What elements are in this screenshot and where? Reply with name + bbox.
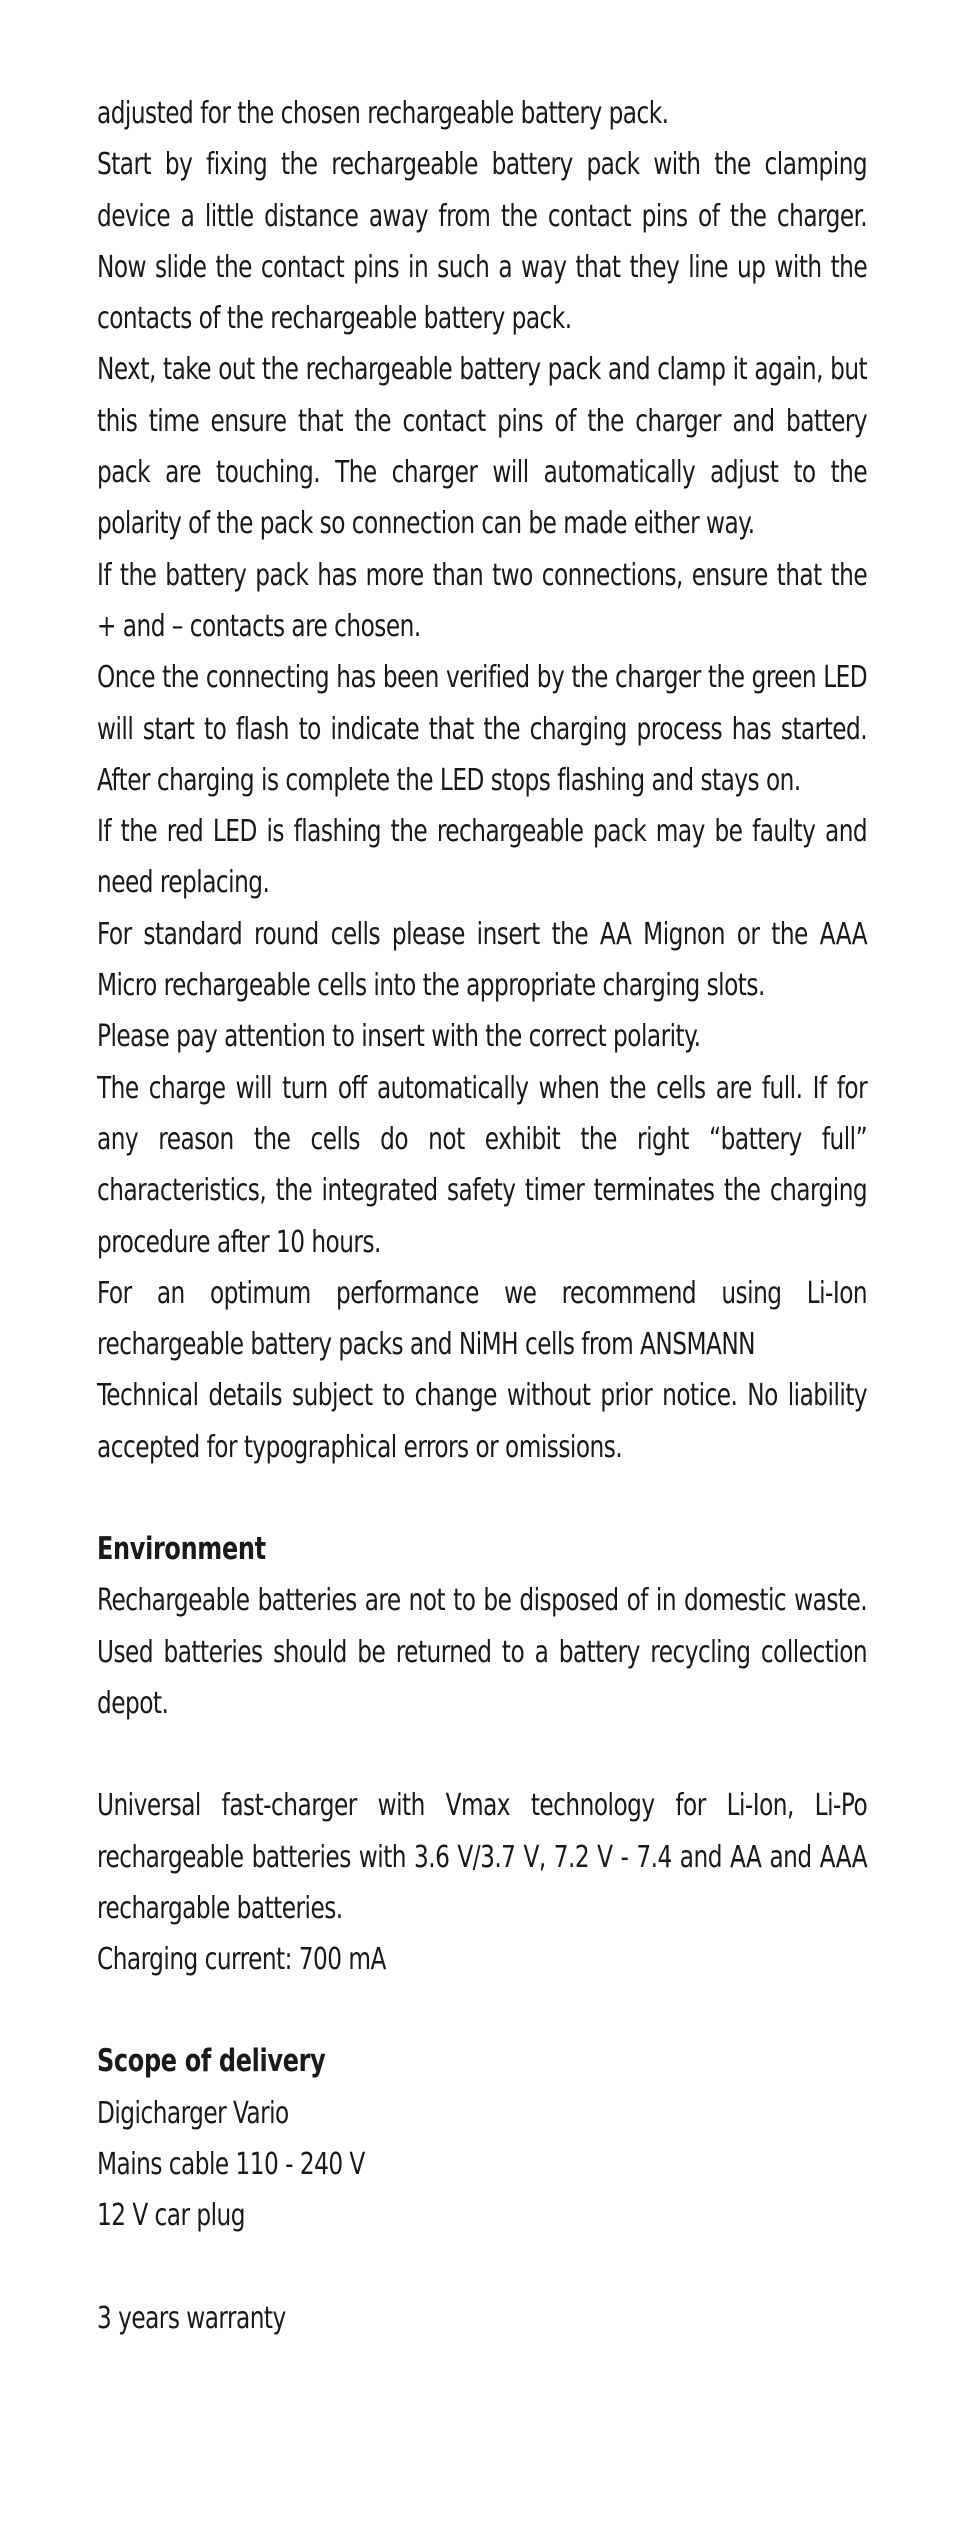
instruction-paragraph: If the red LED is flashing the rechargeable pack may be faulty and need replacing. (97, 814, 868, 901)
spacer (97, 1729, 867, 1780)
instruction-paragraph: For an optimum performance we recommend using Li-Ion rechargeable battery packs and NiMH cells from ANSMANN (97, 1275, 868, 1363)
product-description: Universal fast-charger with Vmax technology for Li-Ion, Li-Po rechargeable batteries with 3.6 V/3.7 V, 7.2 V - 7.4 and AA and AAA rechargable batteries. (97, 1788, 868, 1926)
scope-item: Mains cable 110 - 240 V (97, 2146, 365, 2182)
instruction-paragraph: For standard round cells please insert the AA Mignon or the AAA Micro rechargeable cells into the appropriate charging slots. (97, 916, 868, 1004)
instruction-paragraph: Please pay attention to insert with the correct polarity. (97, 1019, 701, 1055)
scope-heading: Scope of delivery (97, 2043, 326, 2080)
instruction-paragraph: If the battery pack has more than two connections, ensure that the + and – contacts are chosen. (97, 557, 868, 644)
charging-current: Charging current: 700 mA (97, 1942, 386, 1978)
scope-item: Digicharger Vario (97, 2095, 289, 2131)
instruction-paragraph: The charge will turn off automatically when the cells are full. If for any reason the cells do not exhibit the right “battery full” characteristics, the integrated safety timer terminates the charging procedure after 10 hours. (97, 1070, 868, 1260)
environment-heading: Environment (97, 1531, 266, 1568)
spacer (97, 1985, 867, 2036)
disclaimer-paragraph: Technical details subject to change without prior notice. No liability accepted for typographical errors or omissions. (97, 1378, 868, 1465)
instruction-paragraph: Once the connecting has been verified by the charger the green LED will start to flash to indicate that the charging process has started. After charging is complete the LED stops flashing and stays on. (97, 660, 868, 798)
warranty-text: 3 years warranty (97, 2300, 286, 2336)
scope-item: 12 V car plug (97, 2198, 245, 2234)
environment-text: Rechargeable batteries are not to be disposed of in domestic waste. Used batteries should be returned to a battery recycling collection depot. (97, 1583, 868, 1721)
instruction-paragraph: Next, take out the rechargeable battery pack and clamp it again, but this time ensure that the contact pins of the charger and battery pack are touching. The charger will automatically adjust to the polarity of the pack so connection can be made either way. (97, 352, 868, 542)
spacer (97, 2242, 867, 2293)
manual-page (97, 88, 867, 2344)
spacer (97, 1473, 867, 1524)
instruction-paragraph: adjusted for the chosen rechargeable battery pack. (97, 96, 669, 131)
instruction-paragraph: Start by fixing the rechargeable battery pack with the clamping device a little distance away from the contact pins of the charger. Now slide the contact pins in such a way that they line up with the contacts of the rechargeable battery pack. (97, 147, 868, 337)
